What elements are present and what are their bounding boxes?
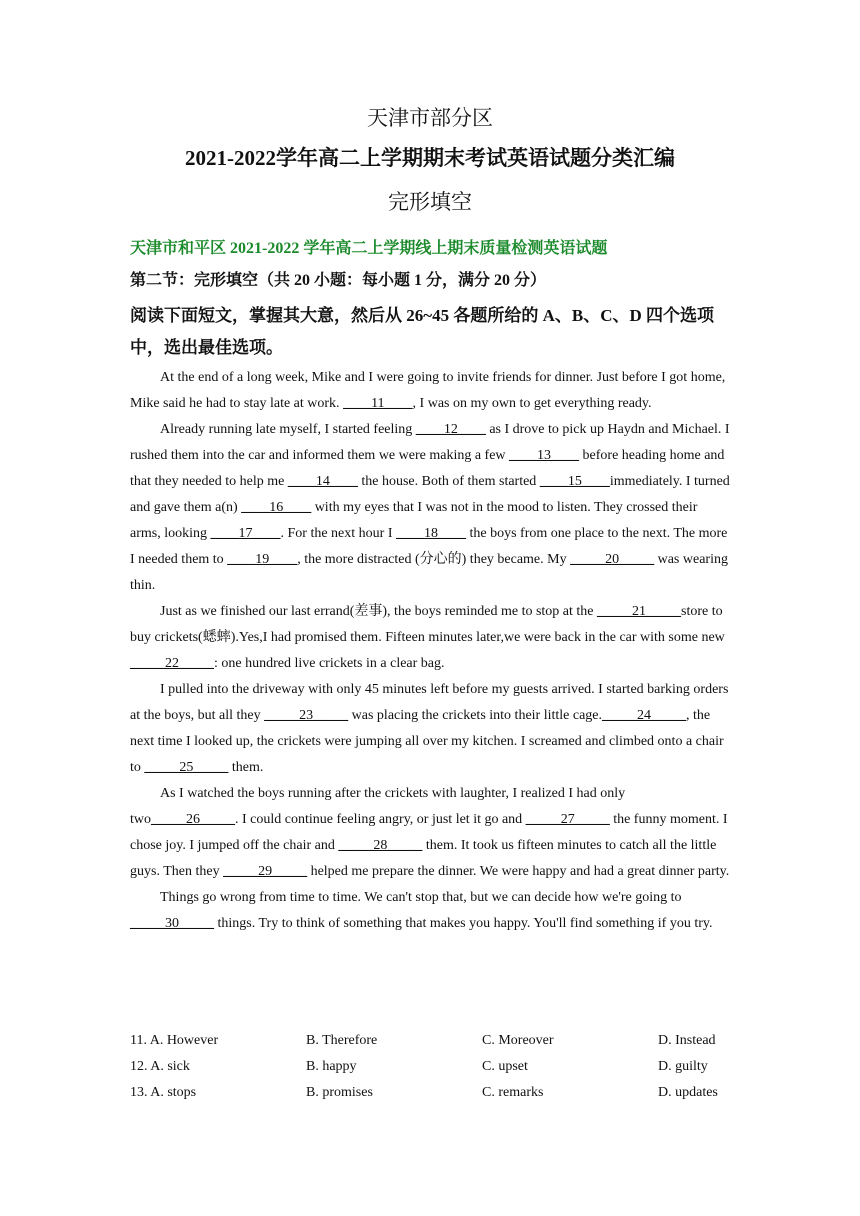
blank-23: _____23_____ <box>264 708 349 723</box>
paragraph-6 <box>130 885 730 937</box>
paragraph-1 <box>130 365 730 417</box>
blank-13: ____13____ <box>509 448 580 463</box>
paragraph-3 <box>130 599 730 677</box>
instructions: 阅读下面短文，掌握其大意，然后从 26~45 各题所给的 A、B、C、D 四个选项中，选出最佳选项。 <box>130 306 715 357</box>
text: was placing the crickets into their little cage. <box>348 708 603 723</box>
source-heading: 天津市和平区 2021-2022 学年高二上学期线上期末质量检测英语试题 <box>130 240 608 257</box>
paragraph-2 <box>130 417 730 599</box>
option-d: D. updates <box>658 1085 718 1100</box>
header-title: 2021-2022学年高二上学期期末考试英语试题分类汇编 <box>185 146 675 170</box>
header-region: 天津市部分区 <box>367 106 493 130</box>
passage <box>130 365 730 937</box>
option-a: 11. A. However <box>130 1033 219 1048</box>
blank-14: ____14____ <box>287 474 358 489</box>
text: was wearing thin. <box>130 552 728 593</box>
option-row-12 <box>130 1054 730 1080</box>
blank-17: ____17____ <box>210 526 281 541</box>
text: as I drove to pick up Haydn and Michael. I rushed them into the car and informed them we were making a few <box>130 422 730 463</box>
text: the boys from one place to the next. The more I needed them to <box>130 526 728 567</box>
text: the funny moment. I chose joy. I jumped off the chair and <box>130 812 728 853</box>
text: things. Try to think of something that makes you happy. You'll find something if you try. <box>214 916 713 931</box>
text: the house. Both of them started <box>357 474 540 489</box>
option-b: B. happy <box>306 1059 357 1074</box>
text: Things go wrong from time to time. We can't stop that, but we can decide how we're going to <box>160 890 682 905</box>
blank-29: _____29_____ <box>223 864 308 879</box>
blank-30: _____30_____ <box>130 916 214 931</box>
option-c: C. Moreover <box>482 1033 554 1048</box>
text: , I was on my own to get everything ready. <box>412 396 652 411</box>
text: . For the next hour I <box>280 526 396 541</box>
text: : one hundred live crickets in a clear bag. <box>214 656 445 671</box>
option-row-13 <box>130 1080 730 1106</box>
blank-16: ____16____ <box>241 500 312 515</box>
text: At the end of a long week, Mike and I were going to invite friends for dinner. Just before I got home, Mike said he had to stay late at work. <box>130 370 726 411</box>
section-heading: 第二节：完形填空（共 20 小题：每小题 1 分，满分 20 分） <box>130 272 547 289</box>
blank-20: _____20_____ <box>570 552 655 567</box>
paragraph-5 <box>130 781 730 885</box>
blank-21: _____21_____ <box>597 604 682 619</box>
blank-28: _____28_____ <box>338 838 423 853</box>
paragraph-4 <box>130 677 730 781</box>
option-d: D. guilty <box>658 1059 708 1074</box>
option-row-11 <box>130 1028 730 1054</box>
text: helped me prepare the dinner. We were happy and had a great dinner party. <box>307 864 730 879</box>
text: , the more distracted (分心的) they became. My <box>297 552 571 567</box>
blank-18: ____18____ <box>395 526 466 541</box>
text: them. It took us fifteen minutes to catch all the little guys. Then they <box>130 838 717 879</box>
blank-25: _____25_____ <box>144 760 229 775</box>
blank-27: _____27_____ <box>525 812 610 827</box>
text: . I could continue feeling angry, or just let it go and <box>235 812 526 827</box>
option-a: 12. A. sick <box>130 1059 190 1074</box>
text: , the next time I looked up, the crickets were jumping all over my kitchen. I screamed and climbed onto a chair to <box>130 708 724 775</box>
text: Already running late myself, I started feeling <box>160 422 416 437</box>
text: before heading home and that they needed to help me <box>130 448 725 489</box>
text: them. <box>228 760 264 775</box>
option-c: C. upset <box>482 1059 528 1074</box>
option-c: C. remarks <box>482 1085 544 1100</box>
header-subtitle: 完形填空 <box>388 190 472 214</box>
blank-24: _____24_____ <box>602 708 687 723</box>
text: Just as we finished our last errand(差事), the boys reminded me to stop at the <box>160 604 598 619</box>
blank-11: ____11____ <box>343 396 413 411</box>
text: immediately. I turned and gave them a(n) <box>130 474 730 515</box>
blank-22: _____22_____ <box>130 656 214 671</box>
blank-15: ____15____ <box>539 474 610 489</box>
options-list <box>130 1028 730 1106</box>
option-d: D. Instead <box>658 1033 716 1048</box>
blank-19: ____19____ <box>227 552 298 567</box>
text: with my eyes that I was not in the mood to listen. They crossed their arms, looking <box>130 500 698 541</box>
text: As I watched the boys running after the crickets with laughter, I realized I had only two <box>130 786 626 827</box>
blank-12: ____12____ <box>415 422 486 437</box>
option-b: B. Therefore <box>306 1033 378 1048</box>
option-b: B. promises <box>306 1085 373 1100</box>
text: I pulled into the driveway with only 45 minutes left before my guests arrived. I started barking orders at the boys, but all they <box>130 682 729 723</box>
text: store to buy crickets(蟋蟀).Yes,I had promised them. Fifteen minutes later,we were back in the car with some new <box>130 604 725 645</box>
blank-26: _____26_____ <box>151 812 235 827</box>
option-a: 13. A. stops <box>130 1085 197 1100</box>
